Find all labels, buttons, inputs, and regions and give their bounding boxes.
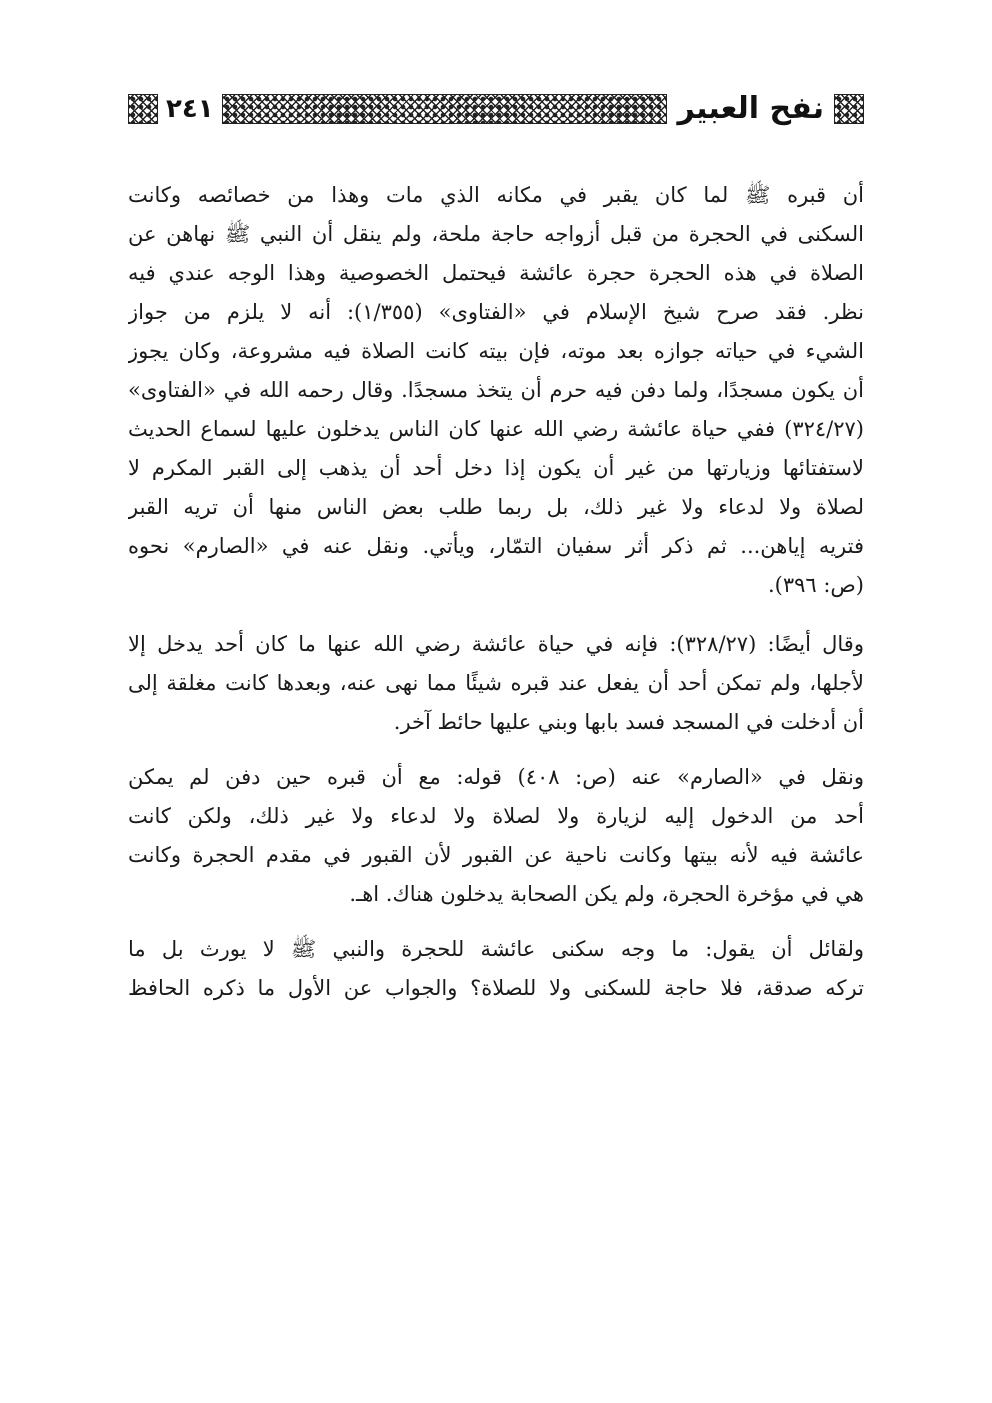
text-line: أن أدخلت في المسجد فسد بابها وبني عليها حائط آخر. <box>393 710 864 734</box>
text-line: الصلاة في هذه الحجرة حجرة عائشة فيحتمل الخصوصية وهذا الوجه عندي فيه <box>128 261 864 285</box>
text-line: أن قبره ﷺ لما كان يقبر في مكانه الذي مات وهذا من خصائصه وكانت <box>128 183 864 207</box>
text-line: عائشة فيه لأنه بيتها وكانت ناحية عن القبور لأن القبور في مقدم الحجرة وكانت <box>128 843 864 867</box>
text-line: نظر. فقد صرح شيخ الإسلام في «الفتاوى» (١/٣٥٥): أنه لا يلزم من جواز <box>128 300 864 324</box>
text-line: فتريه إياهن... ثم ذكر أثر سفيان التمّار، ويأتي. ونقل عنه في «الصارم» نحوه <box>128 534 864 558</box>
text-line: ولقائل أن يقول: ما وجه سكنى عائشة للحجرة والنبي ﷺ لا يورث بل ما <box>128 937 864 961</box>
paragraph <box>128 176 864 605</box>
text-line: (ص: ٣٩٦). <box>767 573 864 597</box>
text-line: أحد من الدخول إليه لزيارة ولا لصلاة ولا لدعاء ولا غير ذلك، ولكن كانت <box>128 804 864 828</box>
ornament-border <box>222 94 668 124</box>
text-line: الشيء في حياته جوازه بعد موته، فإن بيته كانت الصلاة فيه مشروعة، وكان يجوز <box>128 339 864 363</box>
paragraph <box>128 930 864 1008</box>
book-title: نفح العبير <box>677 91 824 126</box>
page-header <box>128 88 864 130</box>
paragraph <box>128 758 864 914</box>
paragraph <box>128 625 864 742</box>
text-line: هي في مؤخرة الحجرة، ولم يكن الصحابة يدخلون هناك. اهـ. <box>349 882 864 906</box>
text-line: السكنى في الحجرة من قبل أزواجه حاجة ملحة، ولم ينقل أن النبي ﷺ نهاهن عن <box>128 222 864 246</box>
page-number: ٢٤١ <box>166 94 214 124</box>
ornament-border <box>834 94 864 124</box>
text-line: تركه صدقة، فلا حاجة للسكنى ولا للصلاة؟ والجواب عن الأول ما ذكره الحافظ <box>128 976 864 1000</box>
text-line: وقال أيضًا: (٣٢٨/٢٧): فإنه في حياة عائشة رضي الله عنها ما كان أحد يدخل إلا <box>128 632 864 656</box>
text-line: (٣٢٤/٢٧) ففي حياة عائشة رضي الله عنها كان الناس يدخلون عليها لسماع الحديث <box>128 417 864 441</box>
text-line: لاستفتائها وزيارتها من غير أن يكون إذا دخل أحد أن يذهب إلى القبر المكرم لا <box>128 456 864 480</box>
text-line: لصلاة ولا لدعاء ولا غير ذلك، بل ربما طلب بعض الناس منها أن تريه القبر <box>128 495 864 519</box>
ornament-border <box>128 94 158 124</box>
page-body <box>128 176 864 1008</box>
text-line: ونقل في «الصارم» عنه (ص: ٤٠٨) قوله: مع أن قبره حين دفن لم يمكن <box>128 765 864 789</box>
text-line: لأجلها، ولم تمكن أحد أن يفعل عند قبره شيئًا مما نهى عنه، وبعدها كانت مغلقة إلى <box>128 671 864 695</box>
text-line: أن يكون مسجدًا، ولما دفن فيه حرم أن يتخذ مسجدًا. وقال رحمه الله في «الفتاوى» <box>128 378 864 402</box>
